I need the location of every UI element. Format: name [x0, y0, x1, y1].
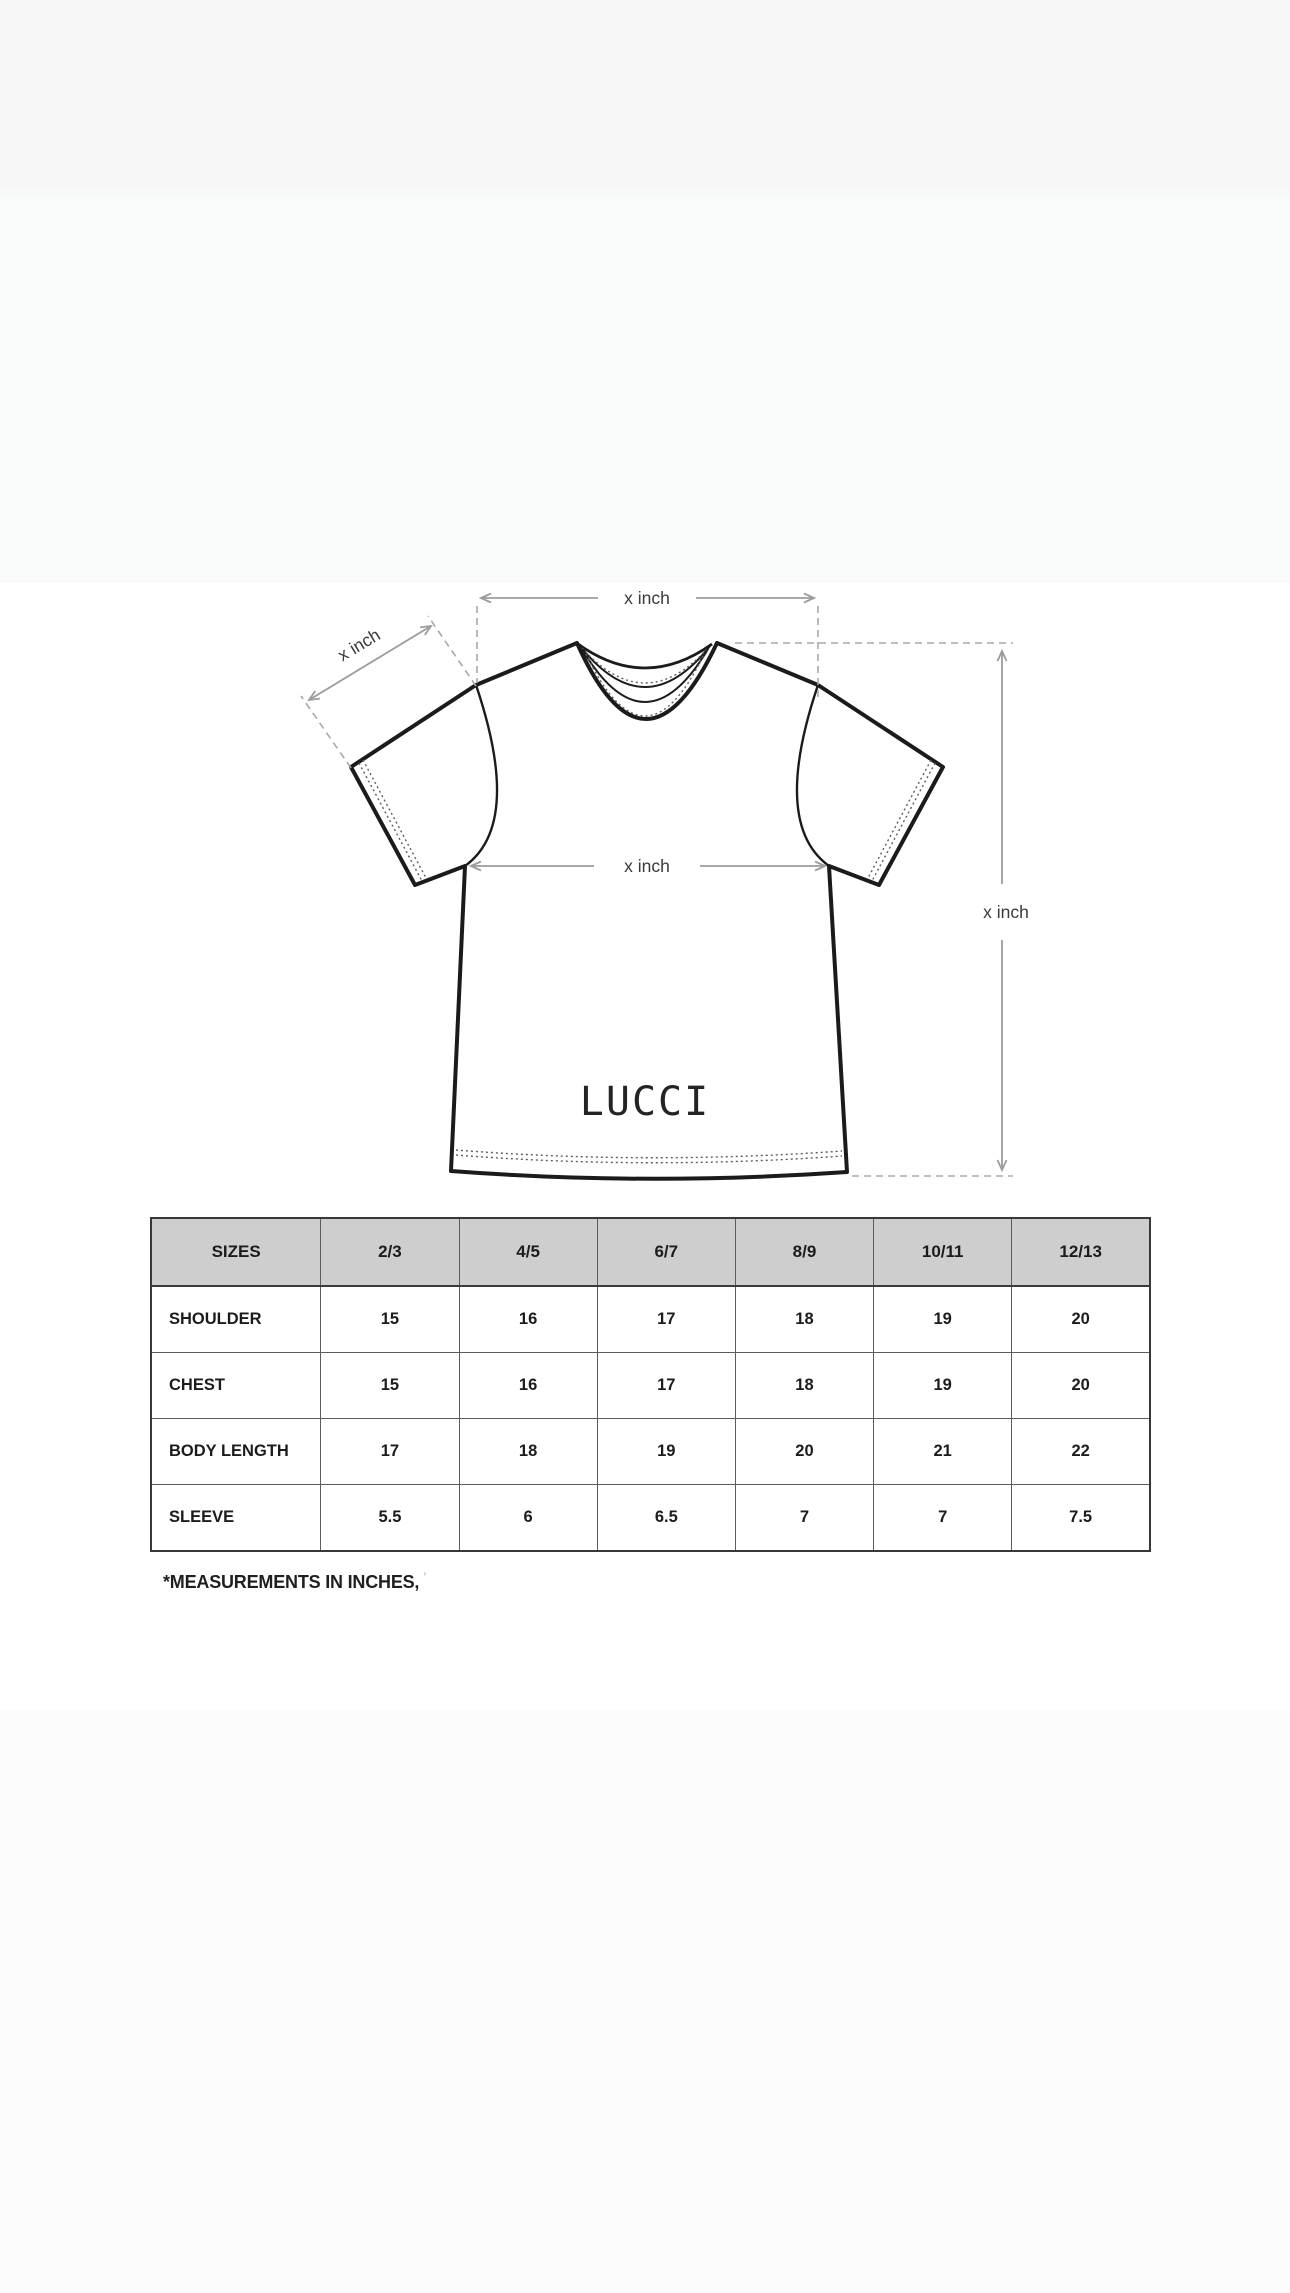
cell-value: 7.5 — [1012, 1485, 1150, 1552]
table-row-body-length — [151, 1419, 1150, 1485]
chest-width-label: x inch — [624, 856, 670, 876]
cell-value: 17 — [321, 1419, 459, 1485]
size-table-header-row — [151, 1218, 1150, 1286]
cell-value: 22 — [1012, 1419, 1150, 1485]
collar-band-curve-1 — [580, 646, 710, 687]
header-cell-size-1: 2/3 — [321, 1218, 459, 1286]
row-label: CHEST — [151, 1353, 321, 1419]
sleeve-length-measure — [301, 616, 476, 768]
cell-value: 19 — [597, 1419, 735, 1485]
cell-value: 15 — [321, 1286, 459, 1353]
header-cell-sizes: SIZES — [151, 1218, 321, 1286]
cell-value: 16 — [459, 1353, 597, 1419]
sleeve-length-label: x inch — [334, 624, 384, 666]
hem-stitch-lower — [456, 1155, 842, 1163]
row-label: SHOULDER — [151, 1286, 321, 1353]
right-armhole-seam — [797, 685, 829, 866]
tshirt-drawing — [351, 643, 943, 1179]
left-cuff-stitch-inner — [363, 760, 426, 878]
size-table — [150, 1217, 1151, 1552]
cell-value: 18 — [735, 1353, 873, 1419]
cell-value: 18 — [735, 1286, 873, 1353]
left-cuff-stitch-outer — [359, 763, 422, 881]
sleeve-ext-lower — [301, 696, 351, 768]
top-background-band — [0, 0, 1290, 583]
row-label: SLEEVE — [151, 1485, 321, 1552]
brand-logo-text: LUCCI — [579, 1079, 711, 1125]
cell-value: 5.5 — [321, 1485, 459, 1552]
body-length-measure — [735, 643, 1029, 1176]
sleeve-ext-upper — [428, 616, 476, 686]
shoulder-width-label: x inch — [624, 588, 670, 608]
right-cuff-stitch-inner — [868, 760, 931, 878]
cell-value: 17 — [597, 1286, 735, 1353]
hem-stitch-upper — [456, 1150, 842, 1158]
cell-value: 7 — [874, 1485, 1012, 1552]
footnote-text: *MEASUREMENTS IN INCHES, — [163, 1572, 420, 1592]
header-cell-size-3: 6/7 — [597, 1218, 735, 1286]
table-row-chest — [151, 1353, 1150, 1419]
tshirt-measurement-diagram — [250, 560, 1060, 1220]
cell-value: 6 — [459, 1485, 597, 1552]
table-row-shoulder — [151, 1286, 1150, 1353]
cell-value: 17 — [597, 1353, 735, 1419]
cell-value: 7 — [735, 1485, 873, 1552]
cell-value: 20 — [1012, 1286, 1150, 1353]
cell-value: 15 — [321, 1353, 459, 1419]
collar-stitch-2 — [586, 654, 704, 716]
row-label: BODY LENGTH — [151, 1419, 321, 1485]
cell-value: 21 — [874, 1419, 1012, 1485]
right-cuff-stitch-outer — [872, 763, 935, 881]
cell-value: 20 — [1012, 1353, 1150, 1419]
cell-value: 6.5 — [597, 1485, 735, 1552]
header-cell-size-5: 10/11 — [874, 1218, 1012, 1286]
chest-width-measure — [471, 856, 825, 876]
header-cell-size-6: 12/13 — [1012, 1218, 1150, 1286]
cell-value: 19 — [874, 1353, 1012, 1419]
header-cell-size-2: 4/5 — [459, 1218, 597, 1286]
body-length-label: x inch — [983, 902, 1029, 922]
cell-value: 18 — [459, 1419, 597, 1485]
cell-value: 16 — [459, 1286, 597, 1353]
cell-value: 19 — [874, 1286, 1012, 1353]
collar-stitch-1 — [582, 648, 708, 683]
cell-value: 20 — [735, 1419, 873, 1485]
measurements-footnote — [163, 1569, 427, 1593]
table-row-sleeve — [151, 1485, 1150, 1552]
bottom-background-band — [0, 1710, 1290, 2293]
header-cell-size-4: 8/9 — [735, 1218, 873, 1286]
left-armhole-seam — [465, 685, 497, 866]
footnote-stray-mark: ’ — [423, 1569, 427, 1585]
